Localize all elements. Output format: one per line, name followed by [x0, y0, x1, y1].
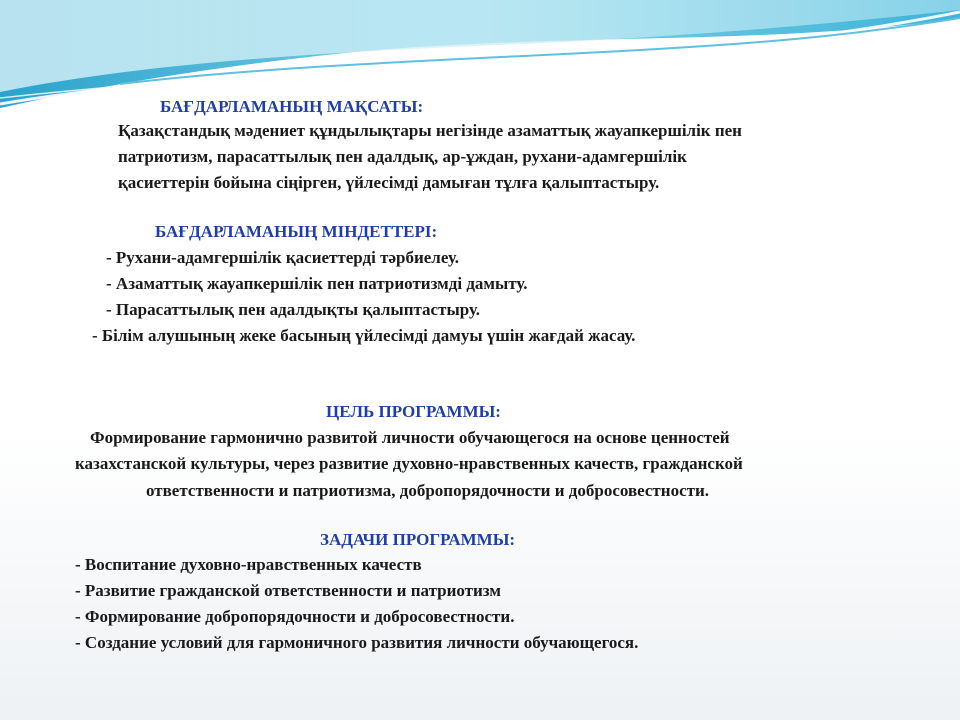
- kz-goal-heading: БАҒДАРЛАМАНЫҢ МАҚСАТЫ:: [160, 97, 424, 116]
- ru-goal-line-1: Формирование гармонично развитой личности обучающегося на основе ценностей: [90, 428, 730, 447]
- ru-goal-line-3: ответственности и патриотизма, добропорядочности и добросовестности.: [146, 481, 710, 500]
- ru-task-item: - Создание условий для гармоничного развития личности обучающегося.: [75, 633, 639, 652]
- ru-goal-line-2: казахстанской культуры, через развитие духовно-нравственных качеств, гражданской: [75, 454, 743, 473]
- ru-tasks-heading: ЗАДАЧИ ПРОГРАММЫ:: [320, 530, 516, 549]
- ru-task-item: - Формирование добропорядочности и добросовестности.: [75, 607, 515, 626]
- ru-task-item: - Развитие гражданской ответственности и патриотизм: [75, 581, 501, 600]
- ru-task-item: - Воспитание духовно-нравственных качеств: [75, 555, 422, 574]
- kz-tasks-heading: БАҒДАРЛАМАНЫҢ МІНДЕТТЕРІ:: [155, 222, 438, 241]
- kz-goal-line-1: Қазақстандық мәдениет құндылықтары негізінде азаматтық жауапкершілік пен: [118, 121, 742, 140]
- kz-task-item: - Білім алушының жеке басының үйлесімді дамуы үшін жағдай жасау.: [92, 326, 636, 345]
- kz-goal-line-2: патриотизм, парасаттылық пен адалдық, ар-ұждан, рухани-адамгершілік: [118, 147, 687, 166]
- kz-task-item: - Парасаттылық пен адалдықты қалыптастыру.: [106, 300, 480, 319]
- kz-goal-line-3: қасиеттерін бойына сіңірген, үйлесімді дамыған тұлға қалыптастыру.: [118, 173, 660, 192]
- kz-task-item: - Рухани-адамгершілік қасиеттерді тәрбиелеу.: [106, 248, 460, 267]
- ru-goal-heading: ЦЕЛЬ ПРОГРАММЫ:: [326, 402, 501, 421]
- kz-task-item: - Азаматтық жауапкершілік пен патриотизмді дамыту.: [106, 274, 528, 293]
